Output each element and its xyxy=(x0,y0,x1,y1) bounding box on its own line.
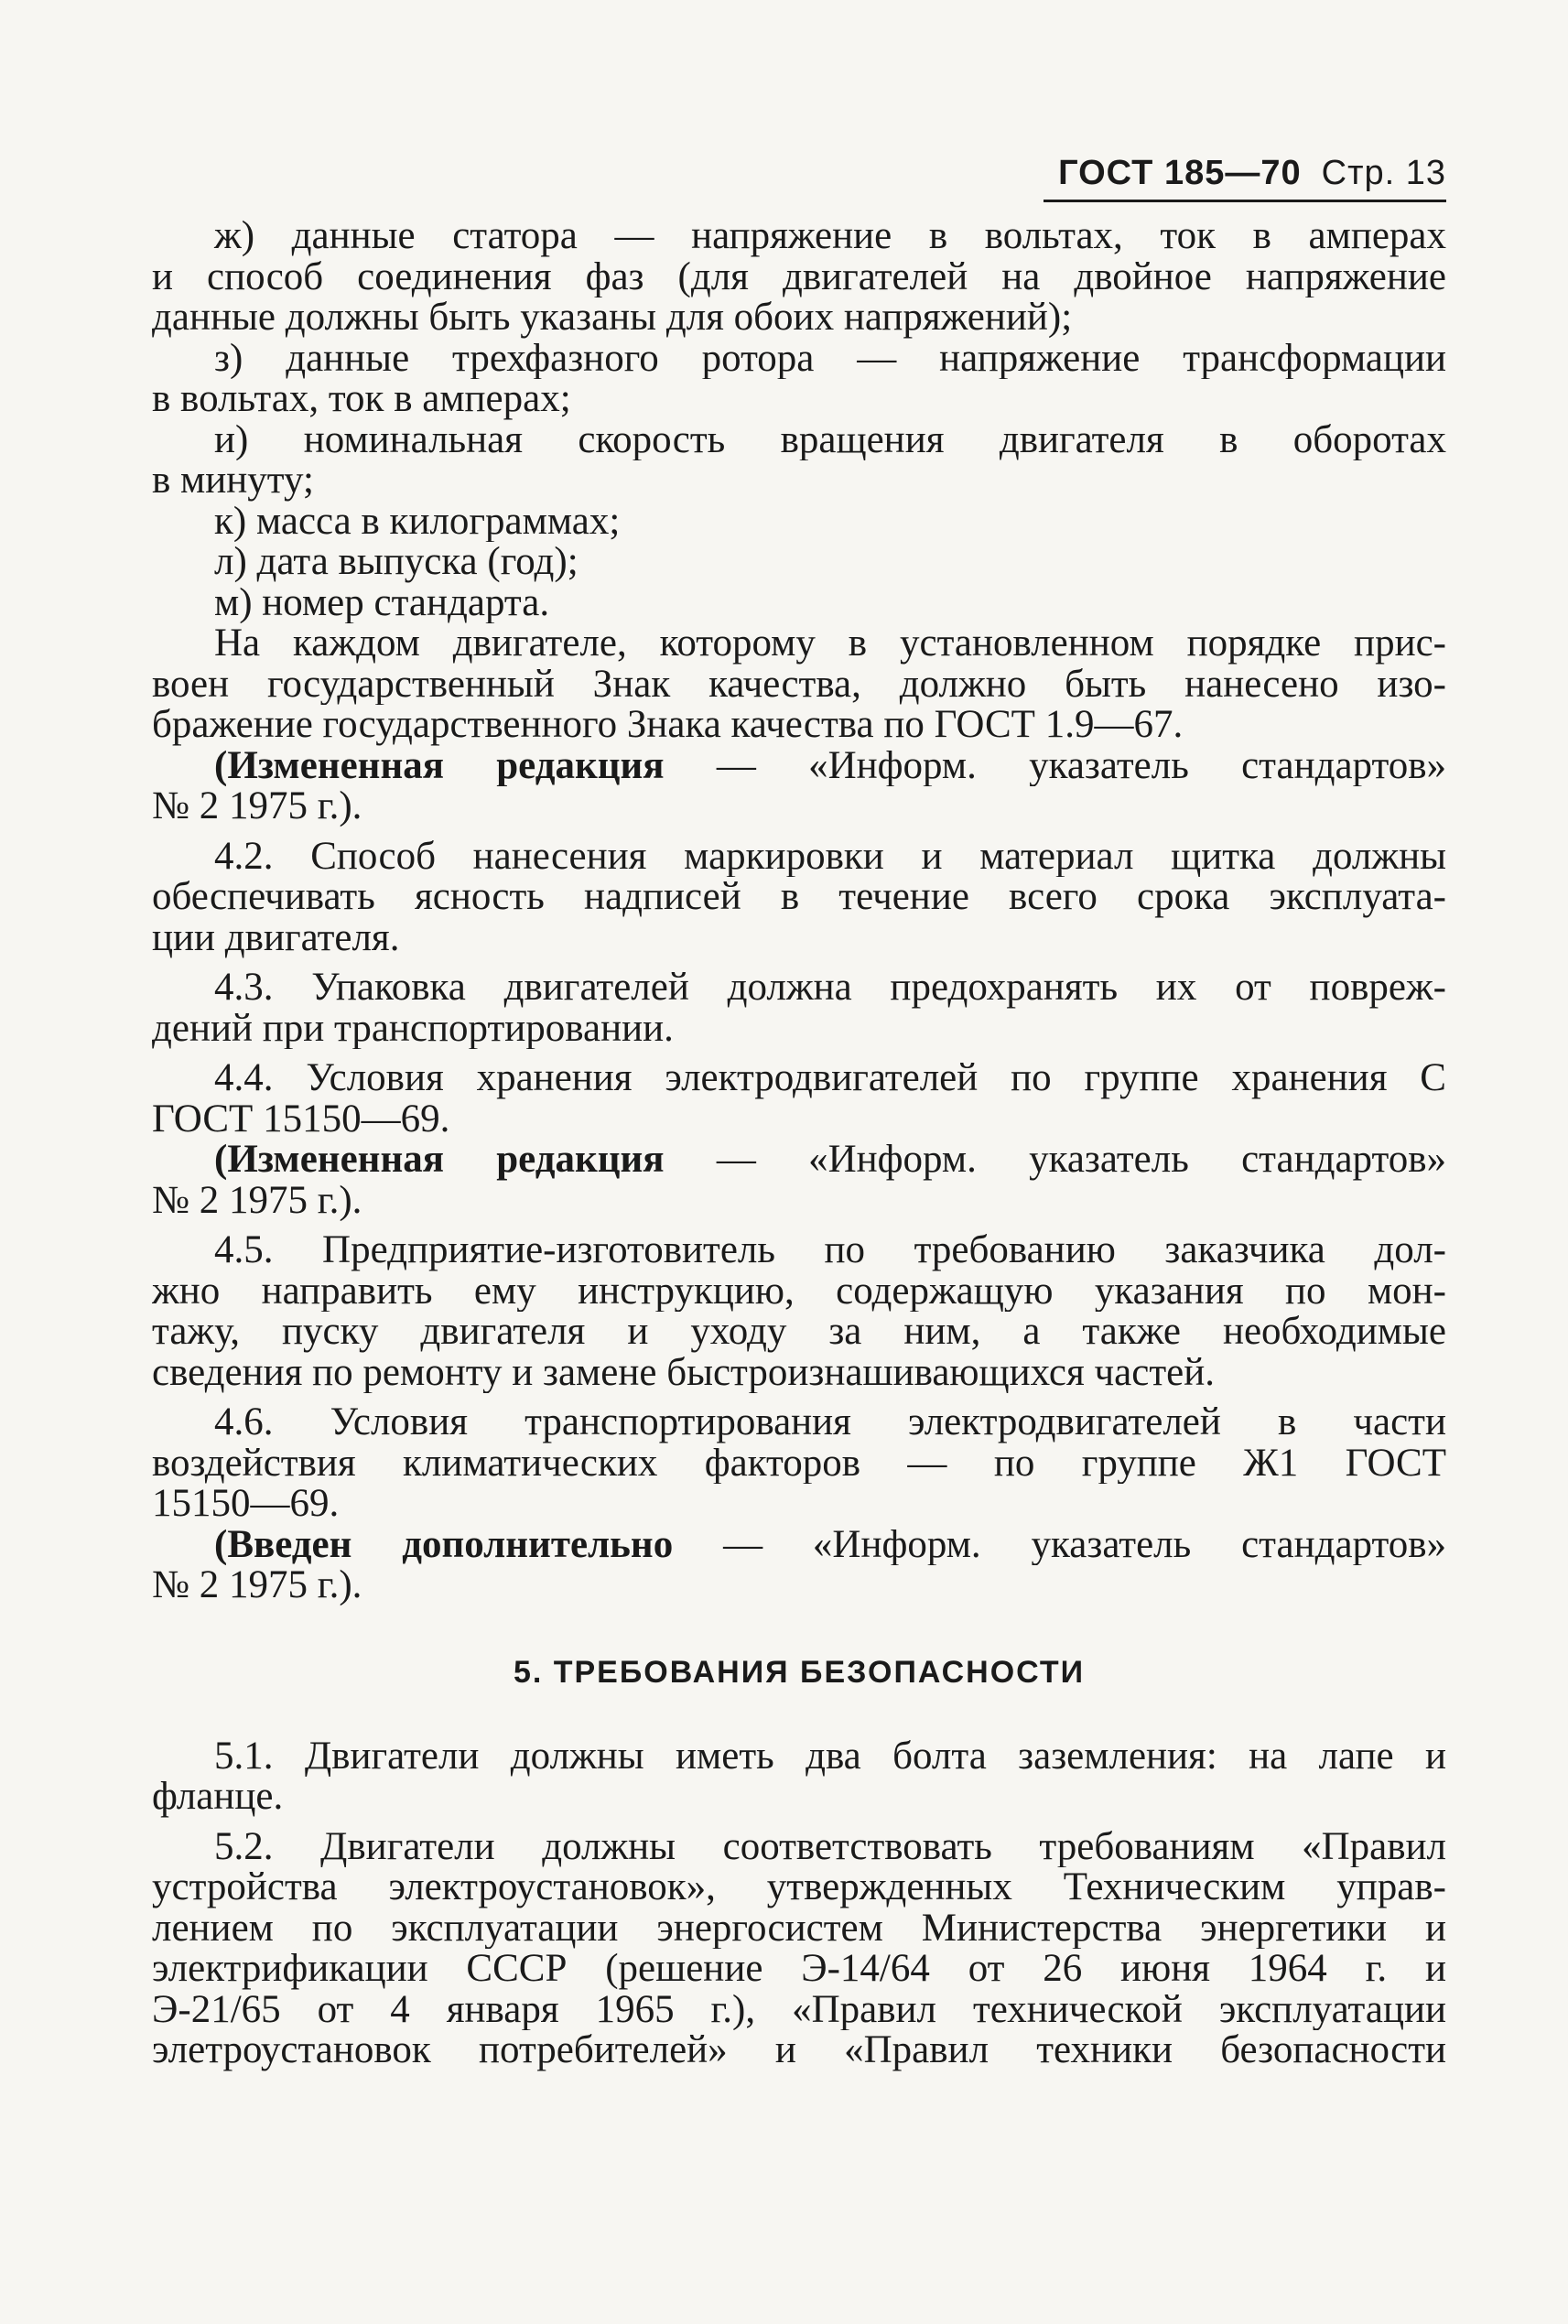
text-line: м) номер стандарта. xyxy=(214,582,550,623)
text-line: воздействия климатических факторов — по группе Ж1 ГОСТ xyxy=(152,1443,1446,1484)
text-line: в минуту; xyxy=(152,460,314,502)
page-header xyxy=(1044,154,1446,193)
text-line: л) дата выпуска (год); xyxy=(214,542,579,583)
header-rule xyxy=(1044,200,1446,202)
text-line: в вольтах, ток в амперах; xyxy=(152,379,571,420)
text-line: На каждом двигателе, которому в установленном порядке прис- xyxy=(214,623,1446,665)
text-line: жно направить ему инструкцию, содержащую указания по мон- xyxy=(152,1270,1446,1312)
text-line: 5.1. Двигатели должны иметь два болта заземления: на лапе и xyxy=(214,1735,1446,1777)
text-line: ГОСТ 15150—69. xyxy=(152,1098,450,1140)
text-line: элетроустановок потребителей» и «Правил техники безопасности xyxy=(152,2030,1446,2071)
text-line: 4.5. Предприятие-изготовитель по требованию заказчика дол- xyxy=(214,1230,1446,1271)
edition-note-source: — «Информ. указатель стандартов» xyxy=(716,1140,1446,1181)
text-line: и) номинальная скорость вращения двигателя в оборотах xyxy=(214,419,1446,460)
text-line: воен государственный Знак качества, должно быть нанесено изо- xyxy=(152,664,1446,705)
standard-number: ГОСТ 185—70 xyxy=(1058,154,1302,192)
text-line: сведения по ремонту и замене быстроизнашивающихся частей. xyxy=(152,1352,1215,1393)
edition-note-bold: (Введен дополнительно xyxy=(214,1524,674,1565)
edition-note-number: № 2 1975 г.). xyxy=(152,1180,362,1221)
text-line: лением по эксплуатации энергосистем Министерства энергетики и xyxy=(152,1908,1446,1949)
text-line: 4.3. Упаковка двигателей должна предохранять их от повреж- xyxy=(214,967,1446,1009)
edition-note-bold: (Измененная редакция xyxy=(214,745,665,786)
text-line: данные должны быть указаны для обоих напряжений); xyxy=(152,297,1073,339)
section-title: 5. ТРЕБОВАНИЯ БЕЗОПАСНОСТИ xyxy=(513,1654,1086,1690)
edition-note-bold: (Измененная редакция xyxy=(214,1140,665,1181)
text-line: 4.2. Способ нанесения маркировки и материал щитка должны xyxy=(214,836,1446,877)
text-line: фланце. xyxy=(152,1777,284,1818)
text-line: Э-21/65 от 4 января 1965 г.), «Правил технической эксплуатации xyxy=(152,1989,1446,2030)
edition-note xyxy=(152,1525,1446,1566)
text-line: бражение государственного Знака качества по ГОСТ 1.9—67. xyxy=(152,705,1184,746)
text-line: дений при транспортировании. xyxy=(152,1008,674,1049)
edition-note xyxy=(152,746,1446,787)
text-line: 4.4. Условия хранения электродвигателей по группе хранения С xyxy=(214,1058,1446,1099)
text-line: к) масса в килограммах; xyxy=(214,501,621,542)
text-line: з) данные трехфазного ротора — напряжение трансформации xyxy=(214,338,1446,379)
edition-note-source: — «Информ. указатель стандартов» xyxy=(723,1524,1446,1565)
text-line: 4.6. Условия транспортирования электродвигателей в части xyxy=(214,1402,1446,1443)
edition-note-number: № 2 1975 г.). xyxy=(152,786,362,827)
text-line: обеспечивать ясность надписей в течение всего срока эксплуата- xyxy=(152,877,1446,918)
text-line: ции двигателя. xyxy=(152,917,400,958)
text-line: и способ соединения фаз (для двигателей на двойное напряжение xyxy=(152,256,1446,297)
body-text xyxy=(152,216,1446,2071)
text-line: электрификации СССР (решение Э-14/64 от 26 июня 1964 г. и xyxy=(152,1949,1446,1990)
edition-note xyxy=(152,1140,1446,1181)
edition-note-number: № 2 1975 г.). xyxy=(152,1565,362,1606)
edition-note-source: — «Информ. указатель стандартов» xyxy=(716,745,1446,786)
text-line: ж) данные статора — напряжение в вольтах, ток в амперах xyxy=(214,216,1446,257)
text-line: 5.2. Двигатели должны соответствовать требованиям «Правил xyxy=(214,1826,1446,1867)
text-line: тажу, пуску двигателя и уходу за ним, а также необходимые xyxy=(152,1312,1446,1353)
page-number: Стр. 13 xyxy=(1321,154,1446,192)
text-line: устройства электроустановок», утвержденных Техническим управ- xyxy=(152,1867,1446,1908)
text-line: 15150—69. xyxy=(152,1484,340,1525)
